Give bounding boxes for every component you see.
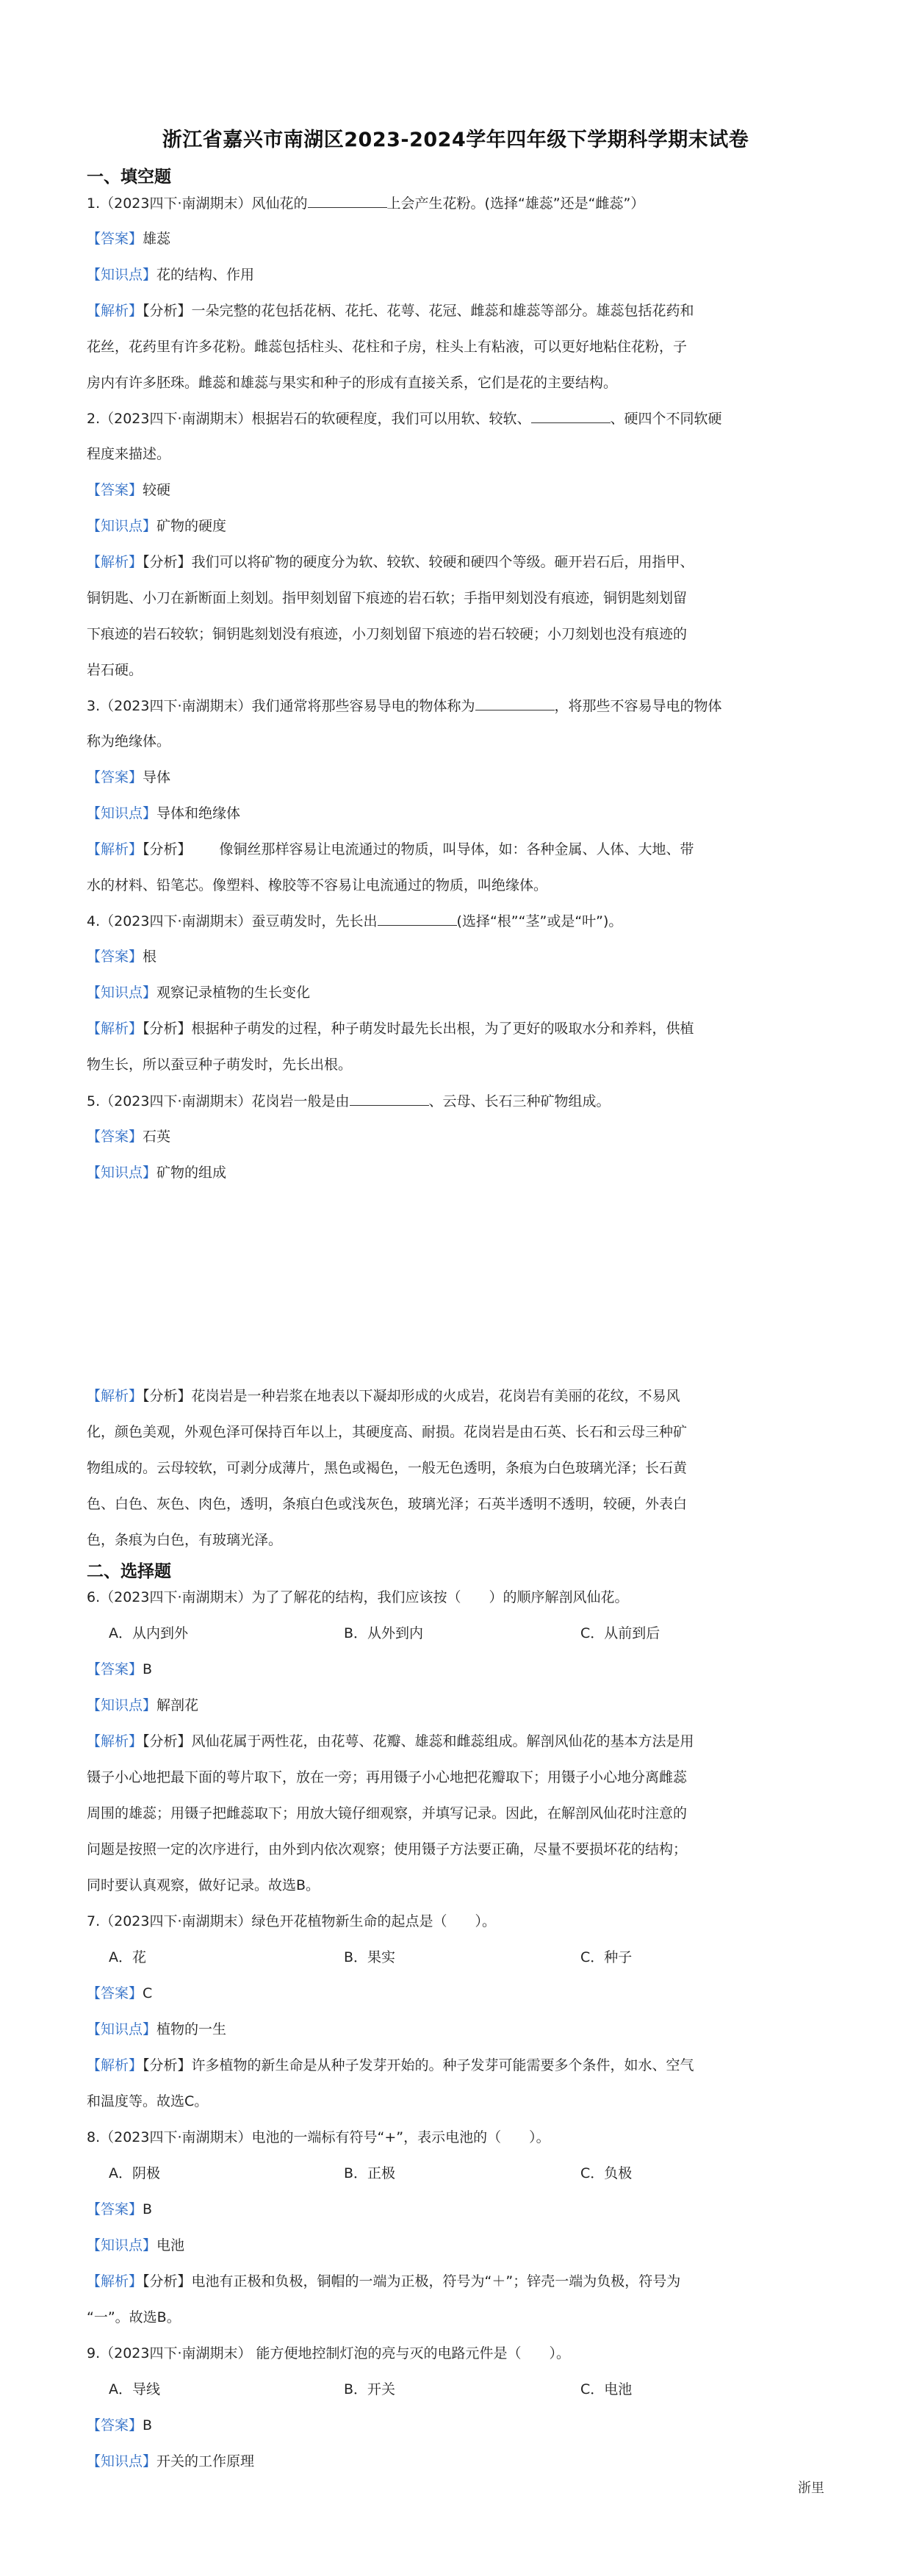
knowledge-7: 【知识点】植物的一生	[87, 2021, 227, 2037]
knowledge-2: 【知识点】矿物的硬度	[87, 518, 227, 534]
analysis-5-line: 化，颜色美观，外观色泽可保持百年以上，其硬度高、耐损。花岗岩是由石英、长石和云母三种矿	[87, 1424, 688, 1440]
answer-blank	[378, 912, 457, 926]
answer-blank	[475, 697, 555, 710]
knowledge-4: 【知识点】观察记录植物的生长变化	[87, 985, 311, 1001]
question-5: 5.（2023四下·南湖期末）花岗岩一般是由 、云母、长石三种矿物组成。	[87, 1093, 611, 1109]
footer-watermark: 浙里	[798, 2480, 824, 2496]
option-c: C．种子	[580, 1949, 633, 1965]
answer-5: 【答案】石英	[87, 1129, 171, 1145]
question-8: 8.（2023四下·南湖期末）电池的一端标有符号“+”，表示电池的（ ）。	[87, 2129, 550, 2145]
question-1: 1.（2023四下·南湖期末）风仙花的 上会产生花粉。(选择“雄蕊”还是“雌蕊”）	[87, 195, 645, 212]
question-2: 2.（2023四下·南湖期末）根据岩石的软硬程度，我们可以用软、较软、 、硬四个不同软硬	[87, 411, 722, 427]
analysis-1-line: 花丝，花药里有许多花粉。雌蕊包括柱头、花柱和子房，柱头上有粘液，可以更好地粘住花粉，子	[87, 339, 688, 355]
analysis-8-line: “一”。故选B。	[87, 2309, 181, 2325]
question-2-line: 程度来描述。	[87, 446, 171, 462]
question-3-line: 称为绝缘体。	[87, 733, 171, 749]
analysis-4: 【解析】【分析】根据种子萌发的过程，种子萌发时最先长出根，为了更好的吸取水分和养料，供植	[87, 1021, 694, 1037]
analysis-2: 【解析】【分析】我们可以将矿物的硬度分为软、较软、较硬和硬四个等级。砸开岩石后，用指甲、	[87, 554, 694, 570]
knowledge-9: 【知识点】开关的工作原理	[87, 2453, 255, 2469]
question-3: 3.（2023四下·南湖期末）我们通常将那些容易导电的物体称为 ，将那些不容易导电的物体	[87, 698, 722, 714]
option-c: C．从前到后	[580, 1625, 660, 1641]
option-a: A．阴极	[109, 2165, 160, 2181]
analysis-3-line: 水的材料、铅笔芯。像塑料、橡胶等不容易让电流通过的物质，叫绝缘体。	[87, 877, 548, 893]
analysis-2-line: 铜钥匙、小刀在新断面上刻划。指甲刻划留下痕迹的岩石软；手指甲刻划没有痕迹，铜钥匙刻划留	[87, 590, 688, 606]
option-c: C．负极	[580, 2165, 633, 2181]
question-4: 4.（2023四下·南湖期末）蚕豆萌发时，先长出 (选择“根”“茎”或是“叶”)。	[87, 913, 623, 929]
analysis-2-line: 岩石硬。	[87, 662, 143, 678]
answer-7: 【答案】C	[87, 1985, 153, 2001]
question-7: 7.（2023四下·南湖期末）绿色开花植物新生命的起点是（ ）。	[87, 1913, 497, 1929]
question-9: 9.（2023四下·南湖期末） 能方便地控制灯泡的亮与灭的电路元件是（ ）。	[87, 2345, 571, 2361]
analysis-6-line: 镊子小心地把最下面的萼片取下，放在一旁；再用镊子小心地把花瓣取下；用镊子小心地分离雌蕊	[87, 1769, 688, 1785]
analysis-3: 【解析】【分析】 像铜丝那样容易让电流通过的物质，叫导体，如：各种金属、人体、大地、带	[87, 841, 694, 857]
analysis-1-line: 房内有许多胚珠。雌蕊和雄蕊与果实和种子的形成有直接关系，它们是花的主要结构。	[87, 375, 618, 391]
option-a: A．花	[109, 1949, 146, 1965]
analysis-6-line: 周围的雄蕊；用镊子把雌蕊取下；用放大镜仔细观察，并填写记录。因此，在解剖风仙花时注意的	[87, 1805, 688, 1821]
knowledge-1: 【知识点】花的结构、作用	[87, 267, 255, 283]
knowledge-6: 【知识点】解剖花	[87, 1697, 199, 1713]
page-title: 浙江省嘉兴市南湖区2023-2024学年四年级下学期科学期末试卷	[162, 129, 749, 151]
knowledge-8: 【知识点】电池	[87, 2237, 185, 2253]
answer-9: 【答案】B	[87, 2417, 153, 2433]
option-b: B．正极	[344, 2165, 396, 2181]
knowledge-3: 【知识点】导体和绝缘体	[87, 805, 241, 821]
analysis-5-line: 色，条痕为白色，有玻璃光泽。	[87, 1532, 283, 1548]
section-choice-heading: 二、选择题	[87, 1562, 171, 1581]
answer-8: 【答案】B	[87, 2201, 153, 2217]
analysis-8: 【解析】【分析】电池有正极和负极，铜帽的一端为正极，符号为“＋”；锌壳一端为负极，符号为	[87, 2273, 681, 2289]
answer-blank	[531, 409, 611, 423]
analysis-5-line: 色、白色、灰色、肉色，透明，条痕白色或浅灰色，玻璃光泽；石英半透明不透明，较硬，外表白	[87, 1496, 688, 1512]
answer-blank	[308, 194, 387, 208]
analysis-2-line: 下痕迹的岩石较软；铜钥匙刻划没有痕迹，小刀刻划留下痕迹的岩石较硬；小刀刻划也没有痕迹的	[87, 626, 688, 642]
knowledge-5: 【知识点】矿物的组成	[87, 1165, 227, 1181]
analysis-5-line: 物组成的。云母较软，可剥分成薄片，黑色或褐色，一般无色透明，条痕为白色玻璃光泽；长石黄	[87, 1460, 688, 1476]
option-b: B．果实	[344, 1949, 396, 1965]
analysis-4-line: 物生长，所以蚕豆种子萌发时，先长出根。	[87, 1057, 353, 1073]
option-a: A．从内到外	[109, 1625, 188, 1641]
option-a: A．导线	[109, 2381, 160, 2397]
option-b: B．开关	[344, 2381, 396, 2397]
answer-6: 【答案】B	[87, 1661, 153, 1677]
answer-4: 【答案】根	[87, 949, 157, 965]
option-b: B．从外到内	[344, 1625, 424, 1641]
answer-blank	[350, 1092, 429, 1106]
analysis-6-line: 问题是按照一定的次序进行，由外到内依次观察；使用镊子方法要正确，尽量不要损坏花的结构；	[87, 1841, 688, 1857]
analysis-7: 【解析】【分析】许多植物的新生命是从种子发芽开始的。种子发芽可能需要多个条件，如水、空气	[87, 2057, 694, 2073]
answer-3: 【答案】导体	[87, 769, 171, 785]
analysis-6-line: 同时要认真观察，做好记录。故选B。	[87, 1877, 320, 1893]
question-6: 6.（2023四下·南湖期末）为了了解花的结构，我们应该按（ ）的顺序解剖风仙花。	[87, 1589, 629, 1605]
section-fill-heading: 一、填空题	[87, 168, 171, 187]
answer-2: 【答案】较硬	[87, 482, 171, 498]
answer-1: 【答案】雄蕊	[87, 231, 171, 247]
analysis-5: 【解析】【分析】花岗岩是一种岩浆在地表以下凝却形成的火成岩，花岗岩有美丽的花纹，不易风	[87, 1388, 680, 1404]
analysis-7-line: 和温度等。故选C。	[87, 2093, 209, 2109]
analysis-6: 【解析】【分析】风仙花属于两性花，由花萼、花瓣、雄蕊和雌蕊组成。解剖风仙花的基本方法是用	[87, 1733, 694, 1749]
analysis-1: 【解析】【分析】一朵完整的花包括花柄、花托、花萼、花冠、雌蕊和雄蕊等部分。雄蕊包括花药和	[87, 303, 694, 319]
option-c: C．电池	[580, 2381, 633, 2397]
